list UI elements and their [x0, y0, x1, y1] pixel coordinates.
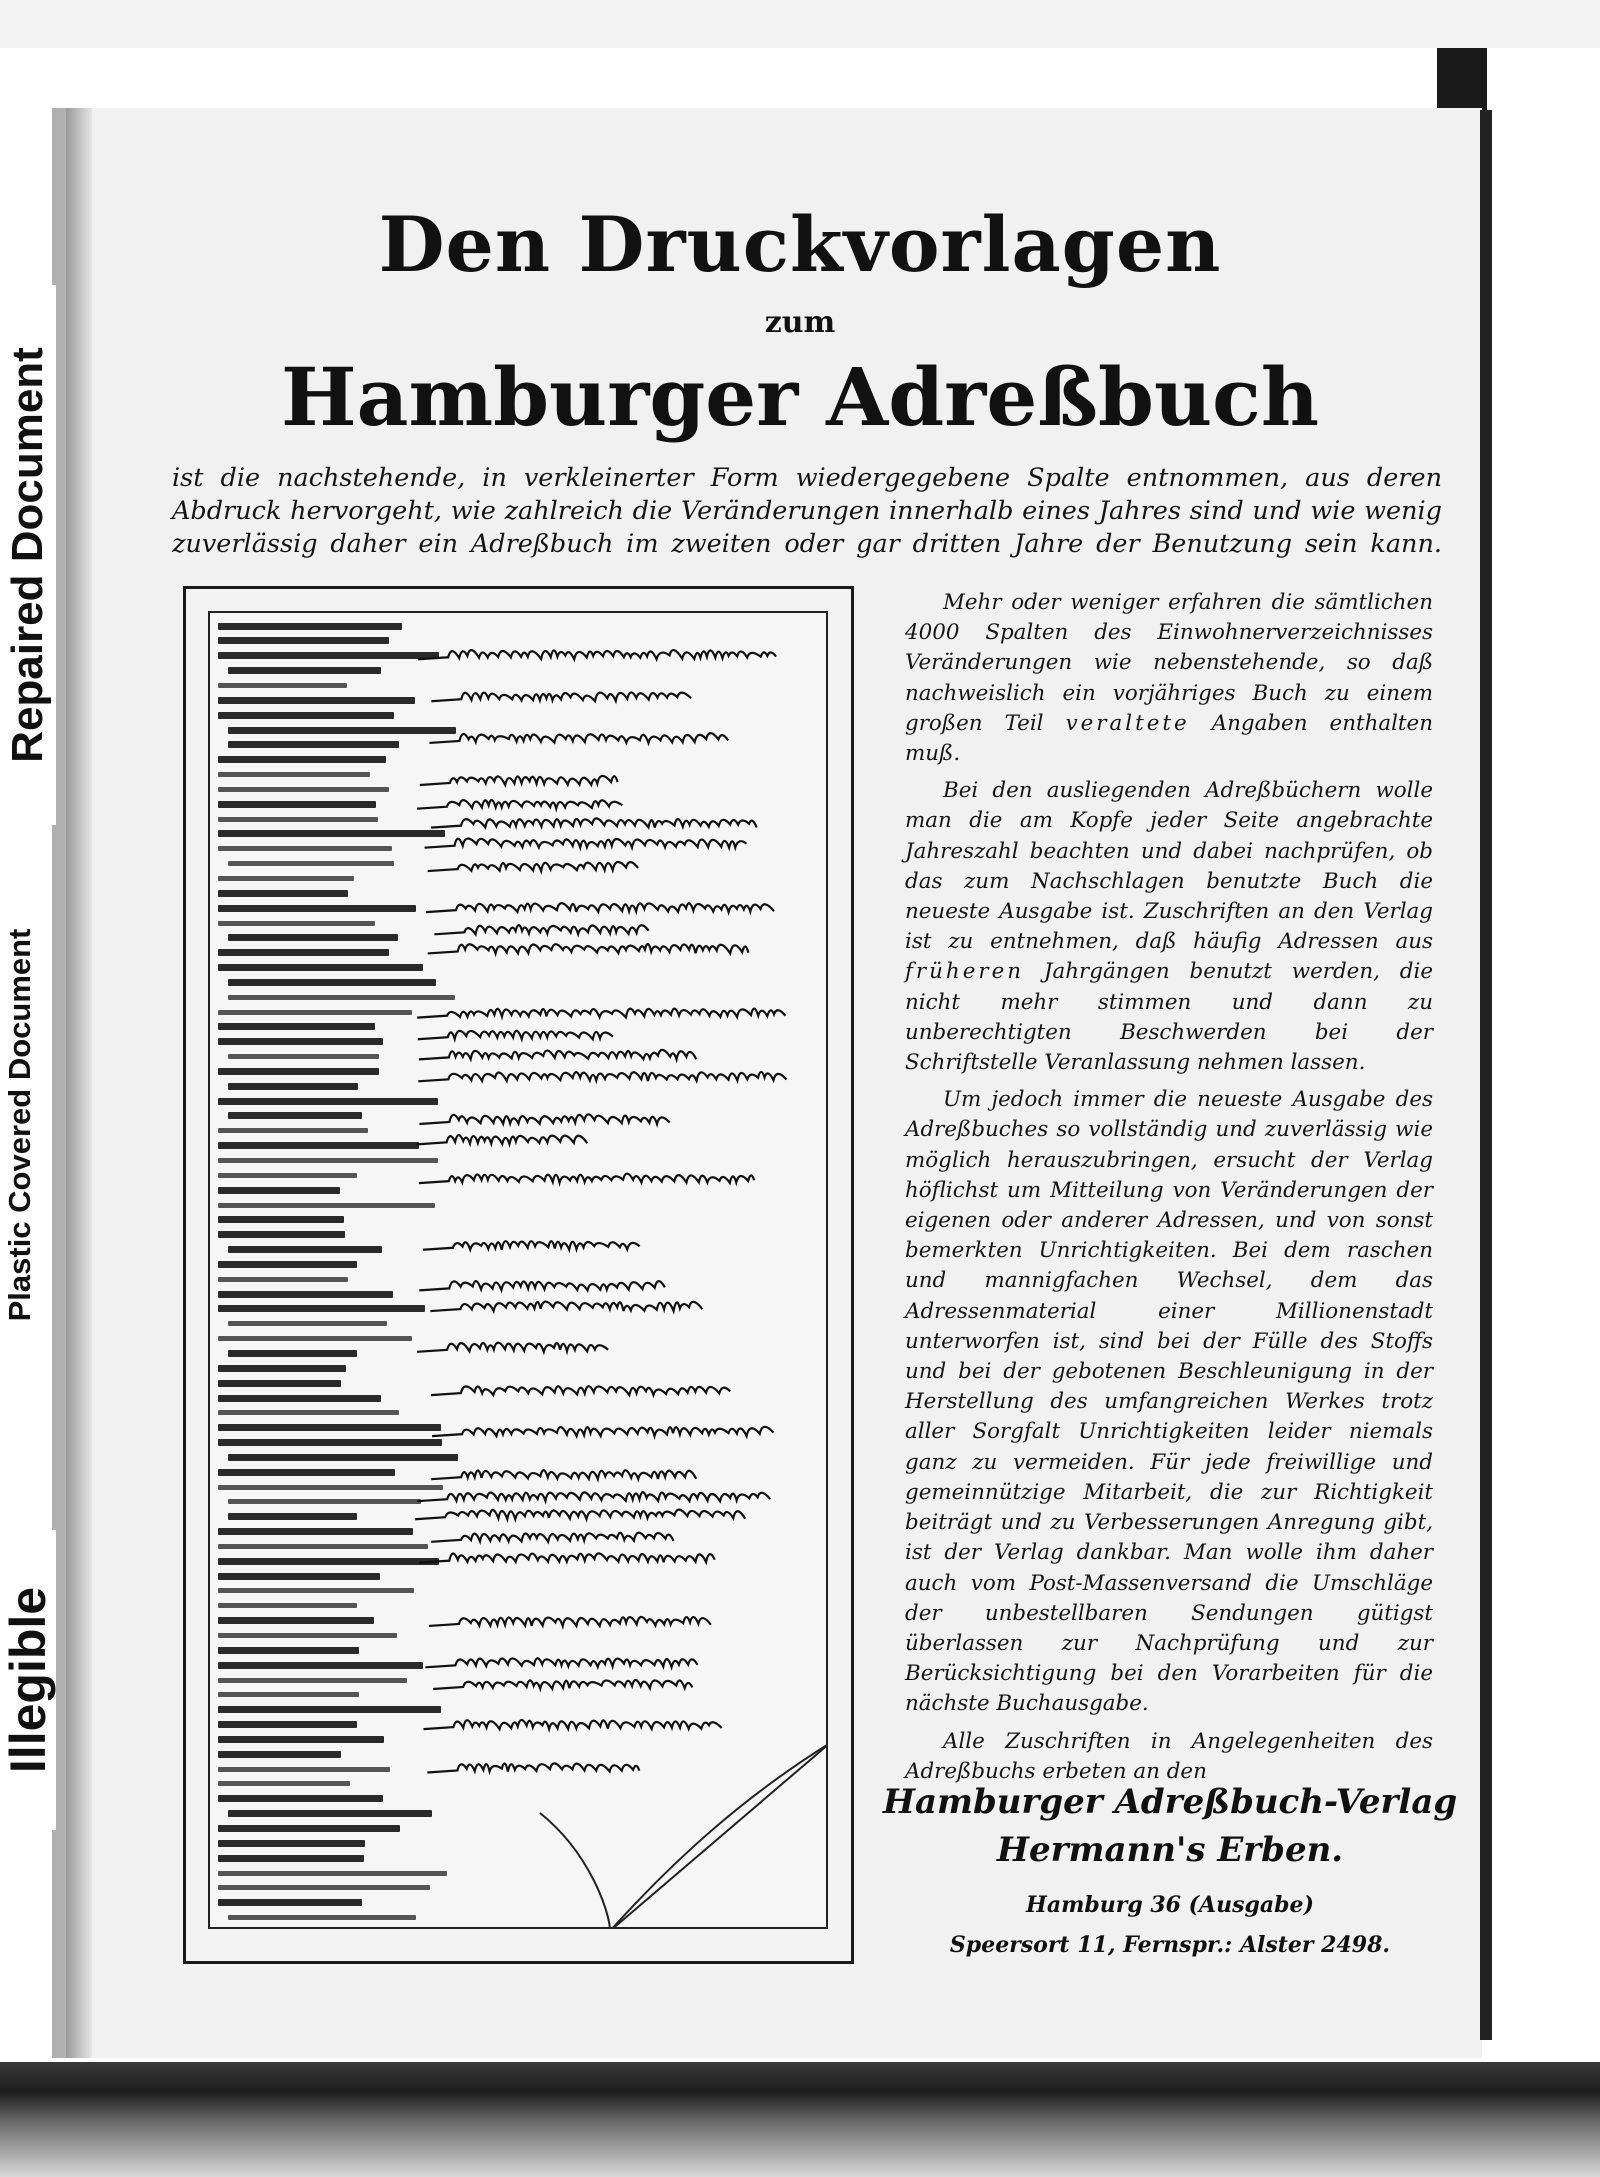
- tag-repaired-document: [0, 285, 56, 825]
- scan-background-right: [1492, 110, 1600, 2070]
- body-text: [905, 588, 1433, 1794]
- headline-connector: zum: [764, 305, 836, 340]
- body-paragraph-4: Alle Zuschriften in Angelegenheiten des Adreßbuchs erbeten an den: [905, 1728, 1433, 1784]
- body-p1-end: Angaben enthalten muß.: [905, 710, 1433, 767]
- intro-paragraph: ist die nachstehende, in verkleinerter Form wiedergegebene Spalte entnommen, aus deren Abdruck hervorgeht, wie zahlreich die Veränderungen innerhalb eines Jahres sind und wie wenig zuverlässig daher ein Adreßbuch im zweiten oder gar dritten Jahre der Benutzung sein kann.: [172, 463, 1442, 559]
- tag-plastic-covered: [0, 840, 40, 1410]
- body-paragraph-3: Um jedoch immer die neueste Ausgabe des Adreßbuches so vollständig und zuverlässig wie möglich herauszubringen, ersucht der Verlag höflichst um Mitteilung von Veränderungen der eigenen oder anderer Adressen, und von sonst bemerkten Unrichtigkeiten. Bei dem raschen und mannigfachen Wechsel, dem das Adressenmaterial einer Millionenstadt unterworfen ist, sind bei der Fülle des Stoffs und bei der gebotenen Beschleunigung in der Herstellung des umfangreichen Werkes trotz aller Sorgfalt Unrichtigkeiten leider niemals ganz zu vermeiden. Für jede freiwillige und gemeinnützige Mitarbeit, die zur Richtigkeit beiträgt und zu Verbesserungen Anregung gibt, ist der Verlag dankbar. Man wolle ihm daher auch vom Post-Massenversand die Umschläge der unbestellbaren Sendungen gütigst überlassen zur Nachprüfung und zur Berücksichtigung bei den Vorarbeiten für die nächste Buchausgabe.: [905, 1087, 1433, 1717]
- publisher-address: Speersort 11, Fernspr.: Alster 2498.: [949, 1932, 1391, 1958]
- publisher-block: [880, 1778, 1460, 1958]
- body-paragraph-1: [905, 588, 1433, 769]
- body-p1-emphasis: veraltete: [1065, 710, 1190, 736]
- page-right-edge: [1480, 110, 1492, 2040]
- tag-plastic-label: Plastic Covered Document: [2, 928, 37, 1322]
- body-paragraph-2: [905, 776, 1433, 1078]
- headline-title: Hamburger Adreßbuch: [281, 350, 1319, 444]
- tag-illegible: [0, 1530, 56, 1830]
- body-p1-text: Mehr oder weniger erfahren die sämtlichen 4000 Spalten des Einwohnerverzeichnisses Veränderungen wie nebenstehende, so daß nachweislich ein vorjähriges Buch zu einem großen Teil: [905, 590, 1433, 736]
- page-curl-icon: [210, 613, 828, 1929]
- address-column-specimen: [183, 586, 854, 1964]
- headline: Den Druckvorlagen: [378, 200, 1222, 289]
- scan-background-top: [0, 0, 1600, 48]
- publisher-heirs: Hermann's Erben.: [996, 1830, 1344, 1870]
- body-p2-end: Jahrgängen benutzt werden, die nicht mehr stimmen und dann zu unberechtigten Beschwerden bei der Schriftstelle Veranlassung nehmen lassen.: [905, 959, 1433, 1076]
- publisher-name: Hamburger Adreßbuch-Verlag: [882, 1782, 1458, 1822]
- tag-repaired-label: Repaired Document: [3, 347, 52, 763]
- page-gutter-shadow: [66, 108, 92, 2058]
- scan-background-bottom: [0, 2062, 1600, 2177]
- tag-illegible-label: Illegible: [0, 1586, 56, 1774]
- specimen-sheet: [208, 611, 828, 1929]
- body-p2-text: Bei den ausliegenden Adreßbüchern wolle man die am Kopfe jeder Seite angebrachte Jahreszahl beachten und dabei nachprüfen, ob das zum Nachschlagen benutzte Buch die neueste Ausgabe ist. Zuschriften an den Verlag ist zu entnehmen, daß häufig Adressen aus: [905, 778, 1433, 955]
- publisher-city: Hamburg 36 (Ausgabe): [1026, 1892, 1314, 1918]
- body-p2-emphasis: früheren: [905, 959, 1025, 985]
